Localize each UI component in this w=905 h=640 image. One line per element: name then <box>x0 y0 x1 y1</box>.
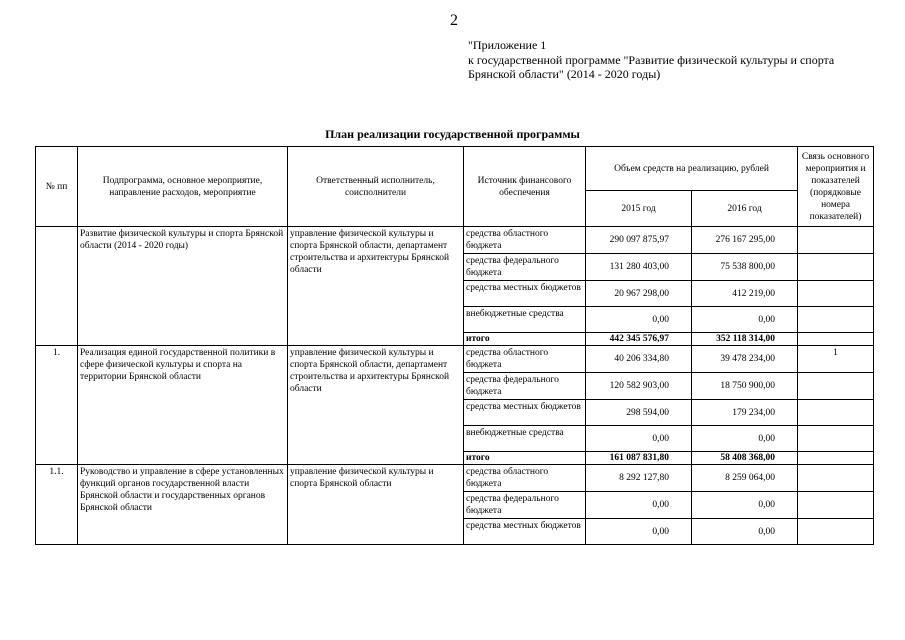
header-subprogram: Подпрограмма, основное мероприятие, направление расходов, мероприятие <box>78 147 288 227</box>
funding-source: внебюджетные средства <box>464 426 586 452</box>
value-2016: 58 408 368,00 <box>692 452 798 465</box>
subprogram-name: Развитие физической культуры и спорта Брянской области (2014 - 2020 годы) <box>78 227 288 346</box>
indicator-link <box>798 452 874 465</box>
value-2015: 161 087 831,80 <box>586 452 692 465</box>
indicator-link <box>798 519 874 545</box>
indicator-link <box>798 465 874 492</box>
value-2015: 20 967 298,00 <box>586 281 692 307</box>
table-row <box>36 227 874 254</box>
indicator-link <box>798 307 874 333</box>
value-2015: 0,00 <box>586 492 692 519</box>
funding-source: средства областного бюджета <box>464 227 586 254</box>
value-2016: 0,00 <box>692 426 798 452</box>
value-2015: 290 097 875,97 <box>586 227 692 254</box>
value-2015: 131 280 403,00 <box>586 254 692 281</box>
row-number: 1.1. <box>36 465 78 545</box>
table-row <box>36 346 874 373</box>
header-num: № пп <box>36 147 78 227</box>
value-2015: 120 582 903,00 <box>586 373 692 400</box>
subprogram-name: Руководство и управление в сфере установленных функций органов государственной власти Брянской области и государственных органов Брянской области <box>78 465 288 545</box>
funding-source: средства областного бюджета <box>464 465 586 492</box>
header-source: Источник финансового обеспечения <box>464 147 586 227</box>
indicator-link <box>798 333 874 346</box>
plan-body <box>36 227 874 545</box>
appendix-line-3: Брянской области" (2014 - 2020 годы) <box>468 67 661 81</box>
indicator-link <box>798 492 874 519</box>
value-2016: 75 538 800,00 <box>692 254 798 281</box>
header-link: Связь основного мероприятия и показателей (порядковые номера показателей) <box>798 147 874 227</box>
funding-source: средства федерального бюджета <box>464 373 586 400</box>
indicator-link <box>798 426 874 452</box>
indicator-link <box>798 281 874 307</box>
value-2016: 8 259 064,00 <box>692 465 798 492</box>
indicator-link <box>798 400 874 426</box>
value-2016: 412 219,00 <box>692 281 798 307</box>
indicator-link: 1 <box>798 346 874 373</box>
value-2015: 0,00 <box>586 307 692 333</box>
page-number: 2 <box>450 12 458 29</box>
value-2015: 298 594,00 <box>586 400 692 426</box>
appendix-line-2: к государственной программе "Развитие физической культуры и спорта <box>468 52 835 67</box>
row-number: 1. <box>36 346 78 465</box>
executor-name: управление физической культуры и спорта Брянской области, департамент строительства и архитектуры Брянской области <box>288 346 464 465</box>
value-2015: 0,00 <box>586 519 692 545</box>
funding-source: итого <box>464 333 586 346</box>
header-executor: Ответственный исполнитель, соисполнители <box>288 147 464 227</box>
indicator-link <box>798 227 874 254</box>
value-2016: 39 478 234,00 <box>692 346 798 373</box>
header-year-2015: 2015 год <box>586 191 692 227</box>
value-2016: 18 750 900,00 <box>692 373 798 400</box>
value-2016: 276 167 295,00 <box>692 227 798 254</box>
value-2015: 0,00 <box>586 426 692 452</box>
funding-source: средства областного бюджета <box>464 346 586 373</box>
funding-source: средства местных бюджетов <box>464 281 586 307</box>
value-2016: 0,00 <box>692 307 798 333</box>
table-row <box>36 465 874 492</box>
plan-title: План реализации государственной программы <box>325 127 580 141</box>
funding-source: средства федерального бюджета <box>464 492 586 519</box>
funding-source: средства местных бюджетов <box>464 519 586 545</box>
value-2015: 40 206 334,80 <box>586 346 692 373</box>
value-2016: 179 234,00 <box>692 400 798 426</box>
value-2016: 0,00 <box>692 519 798 545</box>
row-number <box>36 227 78 346</box>
value-2015: 442 345 576,97 <box>586 333 692 346</box>
subprogram-name: Реализация единой государственной политики в сфере физической культуры и спорта на территории Брянской области <box>78 346 288 465</box>
indicator-link <box>798 373 874 400</box>
plan-table <box>35 146 874 545</box>
indicator-link <box>798 254 874 281</box>
value-2016: 352 118 314,00 <box>692 333 798 346</box>
header-volume: Объем средств на реализацию, рублей <box>586 147 798 191</box>
value-2015: 8 292 127,80 <box>586 465 692 492</box>
executor-name: управление физической культуры и спорта Брянской области, департамент строительства и архитектуры Брянской области <box>288 227 464 346</box>
appendix-line-1: "Приложение 1 <box>468 38 547 52</box>
funding-source: итого <box>464 452 586 465</box>
header-row <box>36 147 874 191</box>
funding-source: средства федерального бюджета <box>464 254 586 281</box>
funding-source: внебюджетные средства <box>464 307 586 333</box>
header-year-2016: 2016 год <box>692 191 798 227</box>
funding-source: средства местных бюджетов <box>464 400 586 426</box>
appendix-header <box>468 38 834 82</box>
executor-name: управление физической культуры и спорта Брянской области <box>288 465 464 545</box>
value-2016: 0,00 <box>692 492 798 519</box>
